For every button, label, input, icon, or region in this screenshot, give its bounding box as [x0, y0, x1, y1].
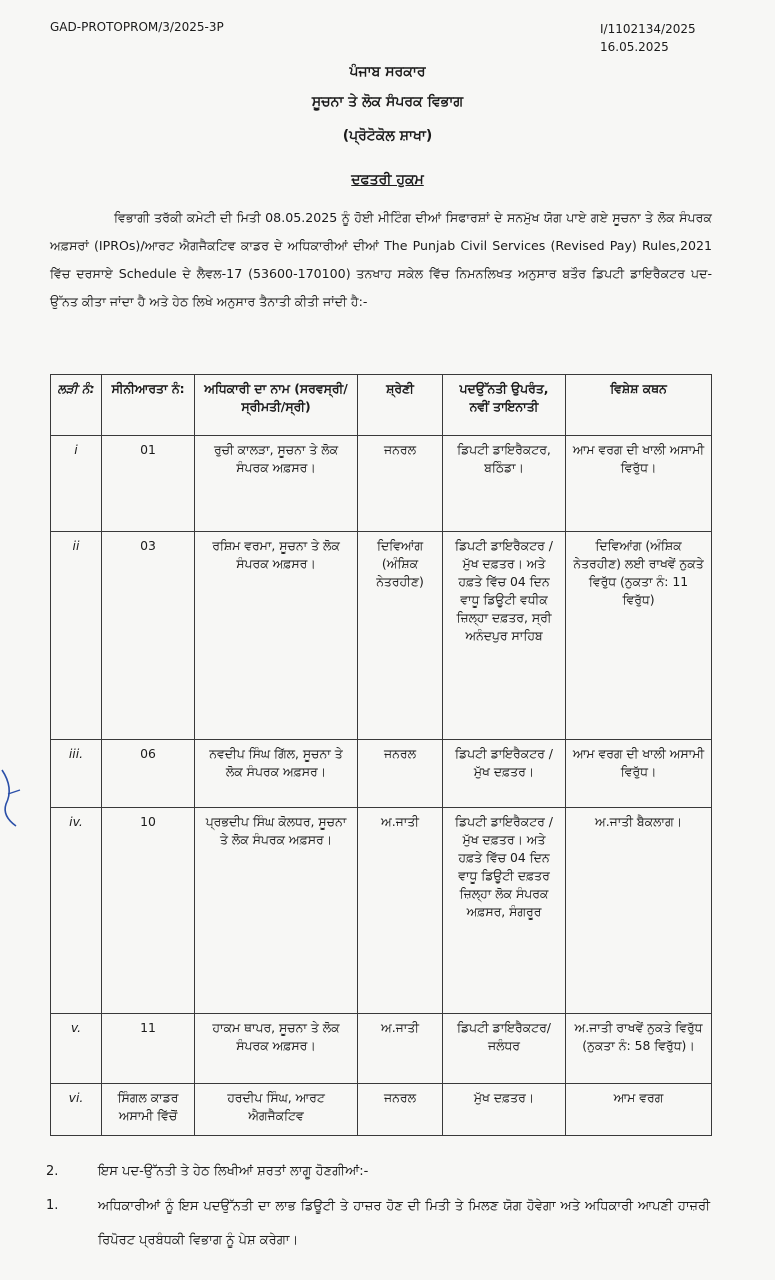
cell-seniority: 10 — [102, 808, 195, 1014]
cell-serial: vi. — [51, 1084, 102, 1136]
department-title: ਸੂਚਨਾ ਤੇ ਲੋਕ ਸੰਪਰਕ ਵਿਭਾਗ — [311, 94, 464, 110]
branch-title: (ਪ੍ਰੋਟੋਕੋਲ ਸ਼ਾਖਾ) — [342, 128, 433, 144]
table-row — [51, 532, 712, 740]
cell-posting: ਡਿਪਟੀ ਡਾਇਰੈਕਟਰ / ਮੁੱਖ ਦਫ਼ਤਰ। — [443, 740, 566, 808]
margin-pen-mark — [0, 760, 24, 830]
cell-remarks: ਅ.ਜਾਤੀ ਬੈਕਲਾਗ। — [566, 808, 712, 1014]
cell-category: ਜਨਰਲ — [358, 740, 443, 808]
intro-paragraph: ਵਿਭਾਗੀ ਤਰੱਕੀ ਕਮੇਟੀ ਦੀ ਮਿਤੀ 08.05.2025 ਨੂੰ ਹੋਈ ਮੀਟਿੰਗ ਦੀਆਂ ਸਿਫਾਰਸ਼ਾਂ ਦੇ ਸਨਮੁੱਖ ਯੋਗ ਪਾਏ ਗਏ ਸੂਚਨਾ ਤੇ ਲੋਕ ਸੰਪਰਕ ਅਫ਼ਸਰਾਂ (IPROs)/ਆਰਟ ਐਗਜੈਕਟਿਵ ਕਾਡਰ ਦੇ ਅਧਿਕਾਰੀਆਂ ਦੀਆਂ The Punjab Civil Services (Revised Pay) Rules,2021 ਵਿੱਚ ਦਰਸਾਏ Schedule ਦੇ ਲੈਵਲ-17 (53600-170100) ਤਨਖਾਹ ਸਕੇਲ ਵਿੱਚ ਨਿਮਨਲਿਖਤ ਅਨੁਸਾਰ ਬਤੌਰ ਡਿਪਟੀ ਡਾਇਰੈਕਟਰ ਪਦ-ਉੱਨਤ ਕੀਤਾ ਜਾਂਦਾ ਹੈ ਅਤੇ ਹੇਠ ਲਿਖੇ ਅਨੁਸਾਰ ਤੈਨਾਤੀ ਕੀਤੀ ਜਾਂਦੀ ਹੈ:- — [50, 210, 712, 309]
promotion-table — [50, 374, 712, 1136]
cell-serial: iii. — [51, 740, 102, 808]
section-text: ਇਸ ਪਦ-ਉੱਨਤੀ ਤੇ ਹੇਠ ਲਿਖੀਆਂ ਸ਼ਰਤਾਂ ਲਾਗੂ ਹੋਣਗੀਆਂ:- — [98, 1164, 369, 1179]
table-row — [51, 808, 712, 1014]
file-reference: GAD-PROTOPROM/3/2025-3P — [50, 20, 224, 34]
receipt-number: I/1102134/2025 — [600, 22, 696, 36]
header-serial: ਲੜੀ ਨੰ: — [51, 375, 102, 436]
cell-remarks: ਦਿਵਿਆਂਗ (ਅੰਸ਼ਿਕ ਨੇਤਰਹੀਣ) ਲਈ ਰਾਖਵੇਂ ਨੁਕਤੇ ਵਿਰੁੱਧ (ਨੁਕਤਾ ਨੰ: 11 ਵਿਰੁੱਧ) — [566, 532, 712, 740]
cell-name: ਪ੍ਰਭਦੀਪ ਸਿੰਘ ਕੋਲਧਰ, ਸੂਚਨਾ ਤੇ ਲੋਕ ਸੰਪਰਕ ਅਫ਼ਸਰ। — [195, 808, 358, 1014]
table-row — [51, 740, 712, 808]
cell-serial: ii — [51, 532, 102, 740]
table-row — [51, 1084, 712, 1136]
cell-posting: ਡਿਪਟੀ ਡਾਇਰੈਕਟਰ / ਮੁੱਖ ਦਫ਼ਤਰ। ਅਤੇ ਹਫ਼ਤੇ ਵਿੱਚ 04 ਦਿਨ ਵਾਧੂ ਡਿਊਟੀ ਦਫ਼ਤਰ ਜ਼ਿਲ੍ਹਾ ਲੋਕ ਸੰਪਰਕ ਅਫ਼ਸਰ, ਸੰਗਰੂਰ — [443, 808, 566, 1014]
cell-category: ਅ.ਜਾਤੀ — [358, 1014, 443, 1084]
header-seniority: ਸੀਨੀਆਰਤਾ ਨੰ: — [102, 375, 195, 436]
cell-posting: ਮੁੱਖ ਦਫ਼ਤਰ। — [443, 1084, 566, 1136]
header-name: ਅਧਿਕਾਰੀ ਦਾ ਨਾਮ (ਸਰਵਸ੍ਰੀ/ਸ੍ਰੀਮਤੀ/ਸ੍ਰੀ) — [195, 375, 358, 436]
cell-seniority: ਸਿੰਗਲ ਕਾਡਰ ਅਸਾਮੀ ਵਿੱਚੋਂ — [102, 1084, 195, 1136]
cell-serial: i — [51, 436, 102, 532]
table-row — [51, 436, 712, 532]
cell-name: ਹਰਦੀਪ ਸਿੰਘ, ਆਰਟ ਐਗਜੈਕਟਿਵ — [195, 1084, 358, 1136]
cell-serial: v. — [51, 1014, 102, 1084]
cell-seniority: 01 — [102, 436, 195, 532]
condition-number: 1. — [46, 1198, 59, 1213]
cell-seniority: 11 — [102, 1014, 195, 1084]
cell-category: ਦਿਵਿਆਂਗ (ਅੰਸ਼ਿਕ ਨੇਤਰਹੀਣ) — [358, 532, 443, 740]
cell-category: ਜਨਰਲ — [358, 1084, 443, 1136]
header-category: ਸ਼੍ਰੇਣੀ — [358, 375, 443, 436]
cell-name: ਹਾਕਮ ਥਾਪਰ, ਸੂਚਨਾ ਤੇ ਲੋਕ ਸੰਪਰਕ ਅਫ਼ਸਰ। — [195, 1014, 358, 1084]
cell-serial: iv. — [51, 808, 102, 1014]
cell-remarks: ਆਮ ਵਰਗ ਦੀ ਖਾਲੀ ਅਸਾਮੀ ਵਿਰੁੱਧ। — [566, 436, 712, 532]
cell-remarks: ਅ.ਜਾਤੀ ਰਾਖਵੇਂ ਨੁਕਤੇ ਵਿਰੁੱਧ (ਨੁਕਤਾ ਨੰ: 58 ਵਿਰੁੱਧ)। — [566, 1014, 712, 1084]
table-header-row — [51, 375, 712, 436]
cell-remarks: ਆਮ ਵਰਗ — [566, 1084, 712, 1136]
receipt-block — [600, 20, 696, 56]
order-title: ਦਫਤਰੀ ਹੁਕਮ — [351, 172, 424, 188]
cell-name: ਨਵਦੀਪ ਸਿੰਘ ਗਿੱਲ, ਸੂਚਨਾ ਤੇ ਲੋਕ ਸੰਪਰਕ ਅਫ਼ਸਰ। — [195, 740, 358, 808]
cell-category: ਅ.ਜਾਤੀ — [358, 808, 443, 1014]
cell-seniority: 06 — [102, 740, 195, 808]
cell-name: ਰੁਚੀ ਕਾਲੜਾ, ਸੂਚਨਾ ਤੇ ਲੋਕ ਸੰਪਰਕ ਅਫ਼ਸਰ। — [195, 436, 358, 532]
cell-seniority: 03 — [102, 532, 195, 740]
cell-posting: ਡਿਪਟੀ ਡਾਇਰੈਕਟਰ / ਮੁੱਖ ਦਫ਼ਤਰ। ਅਤੇ ਹਫ਼ਤੇ ਵਿੱਚ 04 ਦਿਨ ਵਾਧੂ ਡਿਊਟੀ ਵਧੀਕ ਜ਼ਿਲ੍ਹਾ ਦਫ਼ਤਰ, ਸ੍ਰੀ ਅਨੰਦਪੁਰ ਸਾਹਿਬ — [443, 532, 566, 740]
cell-posting: ਡਿਪਟੀ ਡਾਇਰੈਕਟਰ/ ਜਲੰਧਰ — [443, 1014, 566, 1084]
cell-category: ਜਨਰਲ — [358, 436, 443, 532]
cell-remarks: ਆਮ ਵਰਗ ਦੀ ਖਾਲੀ ਅਸਾਮੀ ਵਿਰੁੱਧ। — [566, 740, 712, 808]
government-title: ਪੰਜਾਬ ਸਰਕਾਰ — [349, 64, 426, 80]
condition-text: ਅਧਿਕਾਰੀਆਂ ਨੂੰ ਇਸ ਪਦਉੱਨਤੀ ਦਾ ਲਾਭ ਡਿਊਟੀ ਤੇ ਹਾਜ਼ਰ ਹੋਣ ਦੀ ਮਿਤੀ ਤੇ ਮਿਲਣ ਯੋਗ ਹੋਵੇਗਾ ਅਤੇ ਅਧਿਕਾਰੀ ਆਪਣੀ ਹਾਜ਼ਰੀ ਰਿਪੋਰਟ ਪ੍ਰਬੰਧਕੀ ਵਿਭਾਗ ਨੂੰ ਪੇਸ਼ ਕਰੇਗਾ। — [98, 1199, 710, 1248]
cell-name: ਰਸ਼ਿਮ ਵਰਮਾ, ਸੂਚਨਾ ਤੇ ਲੋਕ ਸੰਪਰਕ ਅਫ਼ਸਰ। — [195, 532, 358, 740]
table-row — [51, 1014, 712, 1084]
document-date: 16.05.2025 — [600, 40, 669, 54]
section-number: 2. — [46, 1164, 59, 1179]
cell-posting: ਡਿਪਟੀ ਡਾਇਰੈਕਟਰ, ਬਠਿੰਡਾ। — [443, 436, 566, 532]
header-remarks: ਵਿਸ਼ੇਸ਼ ਕਥਨ — [566, 375, 712, 436]
header-posting: ਪਦਉੱਨਤੀ ਉਪਰੰਤ, ਨਵੀਂ ਤਾਇਨਾਤੀ — [443, 375, 566, 436]
